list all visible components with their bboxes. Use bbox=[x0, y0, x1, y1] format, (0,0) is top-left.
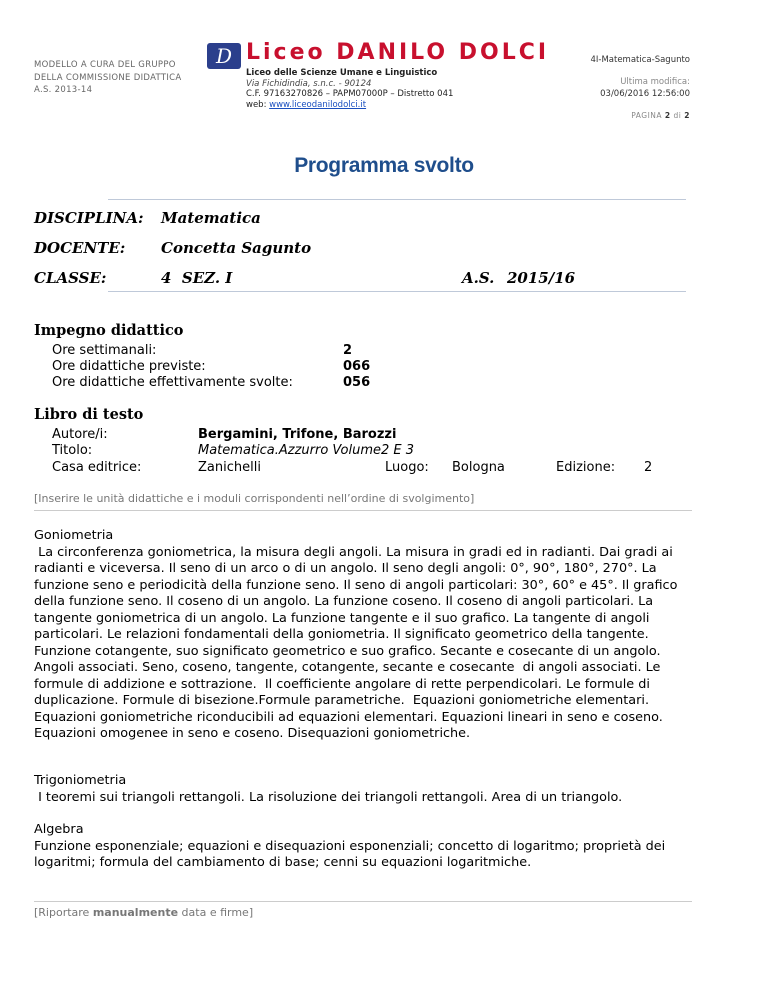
note-suffix: data e firme] bbox=[178, 906, 254, 919]
section-title: Trigoniometria bbox=[34, 773, 127, 788]
note-emphasis: manualmente bbox=[92, 906, 179, 919]
school-name: Liceo delle Scienze Umane e Linguistico bbox=[246, 68, 438, 78]
last-modified-label: Ultima modifica: bbox=[620, 77, 690, 87]
edizione-label: Edizione: bbox=[556, 460, 616, 475]
units-instruction-note: [Inserire le unità didattiche e i moduli corrispondenti nell’ordine di svolgimento] bbox=[34, 492, 475, 505]
note-prefix: [Riportare bbox=[34, 906, 93, 919]
titolo-value: Matematica.Azzurro Volume2 E 3 bbox=[198, 443, 415, 458]
section-title: Goniometria bbox=[34, 528, 114, 543]
page-current: 2 bbox=[664, 111, 671, 120]
autore-label: Autore/i: bbox=[52, 427, 108, 442]
title-divider bbox=[108, 199, 686, 200]
libro-heading: Libro di testo bbox=[34, 406, 144, 423]
disciplina-label: DISCIPLINA: bbox=[34, 209, 144, 227]
impegno-value: 2 bbox=[343, 343, 353, 358]
classe-value: 4 SEZ. I bbox=[161, 269, 233, 287]
document-reference: 4I-Matematica-Sagunto bbox=[590, 55, 690, 65]
signature-divider bbox=[34, 901, 692, 902]
section-trigoniometria bbox=[34, 773, 698, 806]
autore-value: Bergamini, Trifone, Barozzi bbox=[198, 427, 397, 442]
section-algebra bbox=[34, 822, 698, 872]
impegno-value: 066 bbox=[343, 359, 371, 374]
school-address: Via Fichidindia, s.n.c. - 90124 bbox=[246, 78, 372, 89]
docente-value: Concetta Sagunto bbox=[161, 239, 312, 257]
signature-instruction-note bbox=[34, 906, 253, 919]
section-text: Funzione esponenziale; equazioni e disequazioni esponenziali; concetto di logaritmo; proprietà dei logaritmi; formula del cambiamento di base; cenni su equazioni logaritmiche. bbox=[34, 838, 670, 870]
school-web-link[interactable]: www.liceodanilodolci.it bbox=[269, 99, 367, 110]
header-left-line: DELLA COMMISSIONE DIDATTICA bbox=[34, 72, 182, 83]
last-modified-date: 03/06/2016 12:56:00 bbox=[600, 89, 690, 99]
page-word: PAGINA bbox=[631, 111, 663, 120]
section-title: Algebra bbox=[34, 822, 84, 837]
anno-scolastico-label: A.S. bbox=[462, 269, 495, 287]
classe-label: CLASSE: bbox=[34, 269, 107, 287]
luogo-label: Luogo: bbox=[385, 460, 429, 475]
casa-editrice-label: Casa editrice: bbox=[52, 460, 142, 475]
header-left-line: MODELLO A CURA DEL GRUPPO bbox=[34, 60, 176, 70]
page-of: di bbox=[673, 111, 682, 120]
logo-letter: D bbox=[215, 44, 233, 68]
impegno-row: Ore settimanali: bbox=[52, 343, 157, 358]
impegno-value: 056 bbox=[343, 375, 371, 390]
header-left-line: A.S. 2013-14 bbox=[34, 85, 93, 95]
section-goniometria bbox=[34, 528, 698, 743]
docente-label: DOCENTE: bbox=[34, 239, 126, 257]
school-logo-title: Liceo DANILO DOLCI bbox=[246, 40, 550, 65]
page-title: Programma svolto bbox=[294, 154, 474, 177]
impegno-row: Ore didattiche effettivamente svolte: bbox=[52, 375, 293, 390]
web-label: web: bbox=[246, 99, 267, 110]
school-logo-icon bbox=[207, 43, 241, 69]
section-text: La circonferenza goniometrica, la misura degli angoli. La misura in gradi ed in radianti. Dai gradi ai radianti e viceversa. Il seno di un arco o di un angolo. Il seno degli angoli: 0°, 90°, 180°, 270°. La funzione seno e periodicità della funzione seno. Il seno di angoli particolari: 30°, 60° e 45°. Il grafico della funzione seno. Il coseno di un angolo. La funzione coseno. Il coseno di angoli particolari. La tangente goniometrica di un angolo. La funzione tangente e il suo grafico. La tangente di angoli particolari. Le relazioni fondamentali della goniometria. Il significato geometrico della tangente. Funzione cotangente, suo significato geometrico e suo grafico. Secante e cosecante di un angolo. Angoli associati. Seno, coseno, tangente, cotangente, secante e cosecante di angoli associati. Le formule di addizione e sottrazione. Il coefficiente angolare di rette perpendicolari. Le formule di duplicazione. Formule di bisezione.Formule parametriche. Equazioni goniometriche elementari. Equazioni goniometriche riconducibili ad equazioni elementari. Equazioni lineari in seno e coseno. Equazioni omogenee in seno e coseno. Disequazioni goniometriche. bbox=[34, 544, 682, 741]
edizione-value: 2 bbox=[644, 460, 653, 475]
school-web bbox=[246, 100, 453, 111]
school-address-block bbox=[246, 68, 453, 110]
impegno-heading: Impegno didattico bbox=[34, 322, 184, 339]
anno-scolastico-value: 2015/16 bbox=[507, 269, 576, 287]
impegno-row: Ore didattiche previste: bbox=[52, 359, 206, 374]
titolo-label: Titolo: bbox=[52, 443, 93, 458]
page-total: 2 bbox=[684, 111, 690, 120]
note-divider bbox=[34, 510, 692, 511]
casa-editrice-value: Zanichelli bbox=[198, 460, 261, 475]
section-text: I teoremi sui triangoli rettangoli. La risoluzione dei triangoli rettangoli. Area di un triangolo. bbox=[34, 789, 623, 805]
page-indicator bbox=[631, 111, 690, 120]
school-codes: C.F. 97163270826 – PAPM07000P – Distretto 041 bbox=[246, 89, 454, 99]
disciplina-value: Matematica bbox=[161, 209, 261, 227]
info-divider bbox=[108, 291, 686, 292]
luogo-value: Bologna bbox=[452, 460, 505, 475]
header-left-info bbox=[34, 59, 182, 97]
